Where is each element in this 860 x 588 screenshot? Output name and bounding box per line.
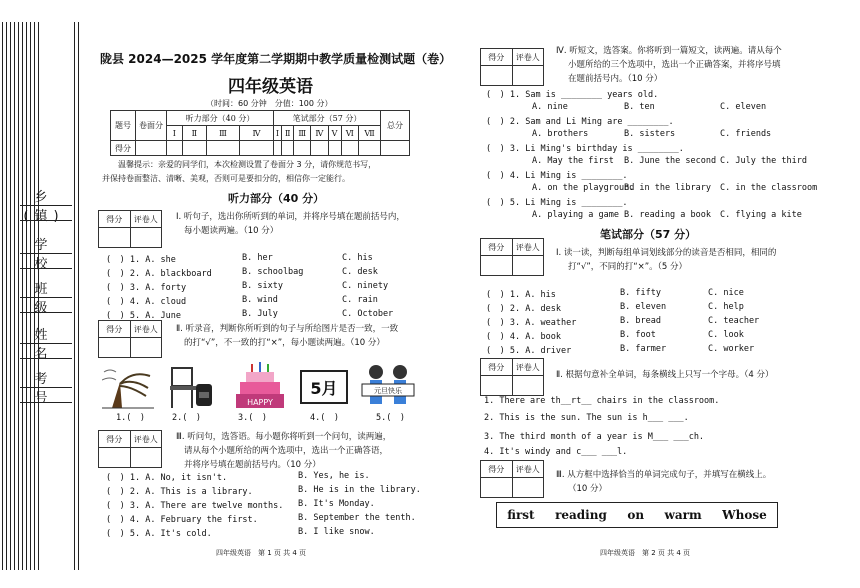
sec1-item-c: C. ninety	[342, 281, 389, 291]
wsec3-instruction: （10 分）	[568, 484, 608, 494]
sec4-option-a: A. on the playground	[532, 183, 635, 193]
sec3-item-a: ( ) 2. A. This is a library.	[106, 487, 253, 497]
score-num: Ⅶ	[359, 126, 381, 141]
sec4-option-b: B. ten	[624, 102, 655, 112]
sec4-option-b: B. in the library	[624, 183, 711, 193]
sec4-instruction: 小题所给的三个选项中，选出一个正确答案，并将序号填	[568, 60, 781, 70]
sec1-item-a: ( ) 5. A. June	[106, 311, 182, 321]
sec4-question: ( ) 2. Sam and Li Ming are ________.	[486, 117, 674, 127]
sec1-item-c: C. rain	[342, 295, 378, 305]
grader-reviewer-label: 评卷人	[515, 242, 540, 252]
birthday-cake-picture	[232, 362, 288, 410]
sec4-option-a: A. nine	[532, 102, 568, 112]
sec4-instruction: Ⅳ. 听短文，选答案。你将听到一篇短文，读两遍。请从每个	[556, 46, 782, 56]
tip-line-2: 并保持卷面整洁、清晰、美观，否则可是要扣分的，相信你一定能行。	[102, 174, 350, 183]
sec3-item-b: B. September the tenth.	[298, 513, 416, 523]
banner-text: 元旦快乐	[374, 387, 402, 395]
score-num: Ⅵ	[341, 126, 358, 141]
wsec1-item-a: ( ) 3. A. weather	[486, 318, 577, 328]
side-label-class: 班 级	[34, 282, 54, 316]
wind-tree-picture	[102, 364, 154, 410]
grader-score-label: 得分	[481, 49, 513, 65]
page-footer: 四年级英语 第 1 页 共 4 页	[216, 549, 307, 557]
side-label-exam-no: 考 号	[34, 372, 54, 406]
score-num: Ⅱ	[282, 126, 294, 141]
grader-reviewer-label: 评卷人	[515, 52, 540, 62]
score-row-label: 得分	[111, 141, 136, 156]
sec1-item-a: ( ) 1. A. she	[106, 255, 176, 265]
word-bank-word: reading	[555, 508, 607, 522]
sec2-answer-label: 1.( )	[116, 413, 145, 423]
wsec1-item-c: C. worker	[708, 344, 755, 354]
score-num: Ⅳ	[311, 126, 328, 141]
listening-heading: 听力部分（40 分）	[228, 192, 325, 205]
sec4-question: ( ) 4. Li Ming is ________.	[486, 171, 628, 181]
score-col-listening: 听力部分（40 分）	[167, 111, 274, 126]
grader-reviewer-label: 评卷人	[133, 434, 158, 444]
word-bank-word: Whose	[722, 508, 767, 522]
sec1-item-b: B. July	[242, 309, 278, 319]
tip-line-1: 温馨提示：亲爱的同学们，本次检测设置了卷面分 3 分，请你规范书写，	[118, 160, 377, 169]
sec3-instruction: 并将序号填在题前括号内。（10 分）	[184, 460, 321, 470]
grader-box	[98, 210, 162, 248]
time-info: （时间：60 分钟 分值：100 分）	[206, 99, 333, 108]
wsec1-item-b: B. farmer	[620, 344, 667, 354]
sec2-instruction: Ⅱ. 听录音，判断你所听到的句子与所给图片是否一致，一致	[176, 324, 399, 334]
sec1-instruction: 每小题读两遍。（10 分）	[184, 226, 279, 236]
sec4-option-a: A. May the first	[532, 156, 614, 166]
side-line	[20, 268, 72, 269]
grader-score-label: 得分	[99, 431, 131, 447]
sec1-item-b: B. wind	[242, 295, 278, 305]
sec4-option-c: C. in the classroom	[720, 183, 818, 193]
grader-score-label: 得分	[481, 359, 513, 375]
sec4-question: ( ) 3. Li Ming's birthday is ________.	[486, 144, 684, 154]
calendar-month-box: 5月	[300, 370, 348, 404]
side-line	[20, 387, 72, 388]
grader-reviewer-label: 评卷人	[515, 362, 540, 372]
sec4-question: ( ) 5. Li Ming is ________.	[486, 198, 628, 208]
score-num: Ⅲ	[294, 126, 311, 141]
score-num: Ⅱ	[182, 126, 206, 141]
sec2-answer-label: 3.( )	[238, 413, 267, 423]
sec3-item-b: B. It's Monday.	[298, 499, 375, 509]
grader-score-label: 得分	[99, 321, 131, 337]
sec4-option-b: B. sisters	[624, 129, 676, 139]
wsec2-instruction: Ⅱ. 根据句意补全单词，每条横线上只写一个字母。（4 分）	[556, 370, 774, 380]
score-num: Ⅳ	[239, 126, 273, 141]
side-label-name: 姓 名	[34, 328, 54, 362]
score-col-q: 题号	[111, 111, 136, 141]
written-heading: 笔试部分（57 分）	[600, 228, 697, 241]
sec1-item-a: ( ) 4. A. cloud	[106, 297, 187, 307]
sec3-instruction: 请从每个小题所给的两个选项中，选出一个正确答语，	[184, 446, 389, 456]
sec1-item-a: ( ) 2. A. blackboard	[106, 269, 212, 279]
sec2-instruction: 的打“√”，不一致的打“×”，每小题读两遍。（10 分）	[184, 338, 385, 348]
side-label-school: 学 校	[34, 238, 54, 272]
grader-score-label: 得分	[99, 211, 131, 227]
cake-text: HAPPY	[247, 398, 273, 407]
score-num: Ⅰ	[273, 126, 281, 141]
side-label-town: 乡(镇)	[23, 190, 65, 224]
sec3-item-a: ( ) 3. A. There are twelve months.	[106, 501, 284, 511]
side-line	[20, 253, 72, 254]
new-year-children-picture	[360, 362, 416, 410]
side-line	[20, 343, 72, 344]
sec1-item-b: B. sixty	[242, 281, 283, 291]
sec4-instruction: 在题前括号内。（10 分）	[568, 74, 663, 84]
sec1-item-a: ( ) 3. A. forty	[106, 283, 187, 293]
sec1-item-c: C. desk	[342, 267, 378, 277]
grader-box	[98, 320, 162, 358]
side-line	[20, 297, 72, 298]
sec4-option-b: B. reading a book	[624, 210, 711, 220]
word-bank-word: on	[627, 508, 645, 522]
wsec1-item-c: C. help	[708, 302, 744, 312]
wsec1-item-a: ( ) 1. A. his	[486, 290, 556, 300]
word-bank-box	[496, 502, 778, 528]
sec1-item-c: C. his	[342, 253, 373, 263]
sec3-item-a: ( ) 1. A. No, it isn't.	[106, 473, 228, 483]
side-line	[20, 205, 72, 206]
score-table	[110, 110, 410, 156]
sec3-item-b: B. He is in the library.	[298, 485, 421, 495]
wsec1-item-a: ( ) 4. A. book	[486, 332, 562, 342]
word-bank-word: warm	[664, 508, 702, 522]
sec3-instruction: Ⅲ. 听问句，选答语。每小题你将听到一个问句，读两遍，	[176, 432, 392, 442]
grader-box	[98, 430, 162, 468]
wsec2-item: 4. It's windy and c___ ___l.	[484, 447, 628, 457]
score-num: Ⅲ	[207, 126, 240, 141]
wsec1-item-b: B. bread	[620, 316, 661, 326]
sec4-option-c: C. eleven	[720, 102, 767, 112]
grader-box	[480, 358, 544, 396]
subject-title: 四年级英语	[228, 77, 313, 97]
wsec1-item-b: B. eleven	[620, 302, 667, 312]
grader-box	[480, 48, 544, 86]
grader-score-label: 得分	[481, 461, 513, 477]
grader-box	[480, 238, 544, 276]
wsec1-item-c: C. look	[708, 330, 744, 340]
word-bank-word: first	[507, 508, 535, 522]
wsec2-item: 3. The third month of a year is M___ ___ch.	[484, 432, 705, 442]
sec4-option-c: C. friends	[720, 129, 772, 139]
score-col-writing: 笔试部分（57 分）	[273, 111, 380, 126]
sec1-item-b: B. her	[242, 253, 273, 263]
score-num: Ⅴ	[328, 126, 341, 141]
wsec2-item: 2. This is the sun. The sun is h___ ___.	[484, 413, 689, 423]
grader-reviewer-label: 评卷人	[133, 214, 158, 224]
grader-reviewer-label: 评卷人	[133, 324, 158, 334]
sec4-question: ( ) 1. Sam is ________ years old.	[486, 90, 659, 100]
side-line	[20, 312, 72, 313]
sec3-item-b: B. Yes, he is.	[298, 471, 370, 481]
binding-hatch-right	[74, 22, 82, 570]
sec3-item-b: B. I like snow.	[298, 527, 375, 537]
sec4-option-c: C. flying a kite	[720, 210, 802, 220]
page-footer: 四年级英语 第 2 页 共 4 页	[600, 549, 691, 557]
wsec1-instruction: 打“√”，不同的打“×”。（5 分）	[568, 262, 688, 272]
grader-reviewer-label: 评卷人	[515, 464, 540, 474]
grader-box	[480, 460, 544, 498]
wsec1-item-b: B. foot	[620, 330, 656, 340]
score-col-paper: 卷面分	[136, 111, 167, 141]
desk-chair-schoolbag-picture	[166, 364, 216, 410]
sec4-option-a: A. playing a game	[532, 210, 619, 220]
sec4-option-b: B. June the second	[624, 156, 717, 166]
sec2-answer-label: 5.( )	[376, 413, 405, 423]
wsec1-instruction: Ⅰ. 读一读，判断每组单词划线部分的读音是否相同，相同的	[556, 248, 777, 258]
wsec3-instruction: Ⅲ. 从方框中选择恰当的单词完成句子，并填写在横线上。	[556, 470, 772, 480]
score-num: Ⅰ	[167, 126, 183, 141]
wsec1-item-c: C. nice	[708, 288, 744, 298]
sec2-answer-label: 2.( )	[172, 413, 201, 423]
wsec2-item: 1. There are th__rt__ chairs in the classroom.	[484, 396, 720, 406]
grader-score-label: 得分	[481, 239, 513, 255]
wsec1-item-b: B. fifty	[620, 288, 661, 298]
sec4-option-c: C. July the third	[720, 156, 807, 166]
wsec1-item-a: ( ) 2. A. desk	[486, 304, 562, 314]
sec1-item-b: B. schoolbag	[242, 267, 304, 277]
side-line	[20, 402, 72, 403]
score-col-total: 总分	[381, 111, 410, 141]
wsec1-item-c: C. teacher	[708, 316, 760, 326]
sec3-item-a: ( ) 4. A. February the first.	[106, 515, 258, 525]
exam-title: 陇县 2024—2025 学年度第二学期期中教学质量检测试题（卷）	[100, 52, 452, 66]
side-line	[20, 358, 72, 359]
sec1-instruction: Ⅰ. 听句子，选出你所听到的单词，并将序号填在题前括号内，	[176, 212, 405, 222]
wsec1-item-a: ( ) 5. A. driver	[486, 346, 572, 356]
sec4-option-a: A. brothers	[532, 129, 589, 139]
side-line	[20, 220, 72, 221]
sec1-item-c: C. October	[342, 309, 394, 319]
sec3-item-a: ( ) 5. A. It's cold.	[106, 529, 212, 539]
sec2-answer-label: 4.( )	[310, 413, 339, 423]
